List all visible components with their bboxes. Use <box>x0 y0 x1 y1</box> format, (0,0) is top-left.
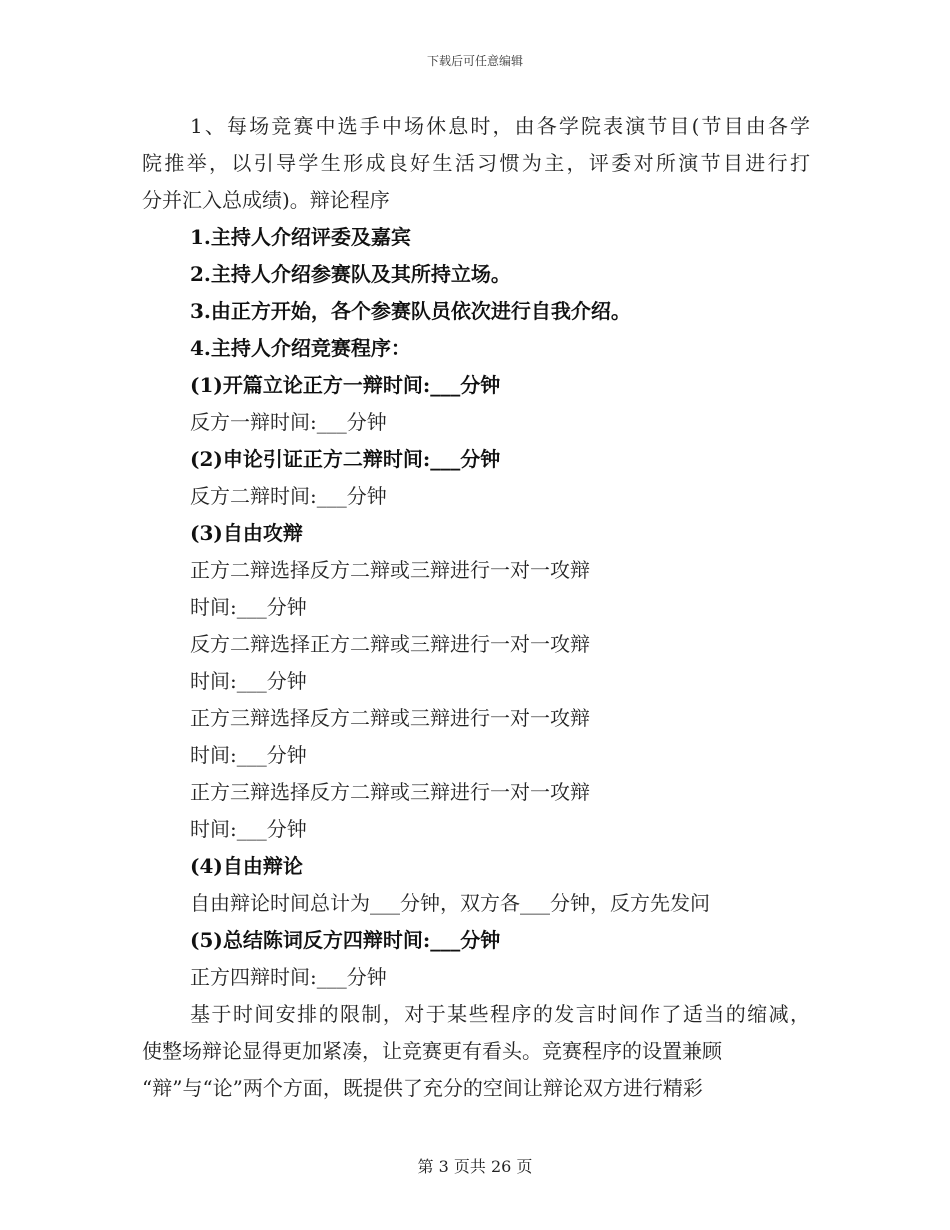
procedure-line: 时间:___分钟 <box>190 595 307 619</box>
procedure-heading: (3)自由攻辩 <box>190 521 303 545</box>
procedure-line: 正方三辩选择反方二辩或三辩进行一对一攻辩 <box>190 780 590 804</box>
procedure-line: 时间:___分钟 <box>190 817 307 841</box>
paragraph-line: 1、每场竞赛中选手中场休息时，由各学院表演节目(节目由各学 <box>190 114 810 138</box>
paragraph-line: “辩”与“论”两个方面，既提供了充分的空间让辩论双方进行精彩 <box>142 1076 703 1100</box>
procedure-line: 正方三辩选择反方二辩或三辩进行一对一攻辩 <box>190 706 590 730</box>
procedure-line: 自由辩论时间总计为___分钟，双方各___分钟，反方先发问 <box>190 891 710 915</box>
paragraph-line: 分并汇入总成绩)。辩论程序 <box>142 188 390 212</box>
page-footer: 第 3 页共 26 页 <box>417 1157 533 1176</box>
procedure-line: 正方二辩选择反方二辩或三辩进行一对一攻辩 <box>190 558 590 582</box>
page-header: 下载后可任意编辑 <box>426 54 523 68</box>
procedure-heading: (4)自由辩论 <box>190 854 303 878</box>
procedure-line: 反方一辩时间:___分钟 <box>190 410 387 434</box>
step-heading: 3.由正方开始，各个参赛队员依次进行自我介绍。 <box>190 299 631 323</box>
step-heading: 1.主持人介绍评委及嘉宾 <box>190 225 411 249</box>
procedure-line: 反方二辩时间:___分钟 <box>190 484 387 508</box>
paragraph-line: 使整场辩论显得更加紧凑，让竞赛更有看头。竞赛程序的设置兼顾 <box>142 1039 722 1063</box>
step-heading: 2.主持人介绍参赛队及其所持立场。 <box>190 262 511 286</box>
step-heading: 4.主持人介绍竞赛程序： <box>190 336 411 360</box>
document-body <box>142 108 810 1107</box>
procedure-line: 正方四辩时间:___分钟 <box>190 965 387 989</box>
procedure-line: 反方二辩选择正方二辩或三辩进行一对一攻辩 <box>190 632 590 656</box>
procedure-heading: (1)开篇立论正方一辩时间:___分钟 <box>190 373 501 397</box>
procedure-heading: (2)申论引证正方二辩时间:___分钟 <box>190 447 501 471</box>
procedure-line: 时间:___分钟 <box>190 743 307 767</box>
procedure-heading: (5)总结陈词反方四辩时间:___分钟 <box>190 928 501 952</box>
paragraph-line: 基于时间安排的限制，对于某些程序的发言时间作了适当的缩减， <box>190 1002 810 1026</box>
paragraph-line: 院推举，以引导学生形成良好生活习惯为主，评委对所演节目进行打 <box>142 151 810 175</box>
procedure-line: 时间:___分钟 <box>190 669 307 693</box>
